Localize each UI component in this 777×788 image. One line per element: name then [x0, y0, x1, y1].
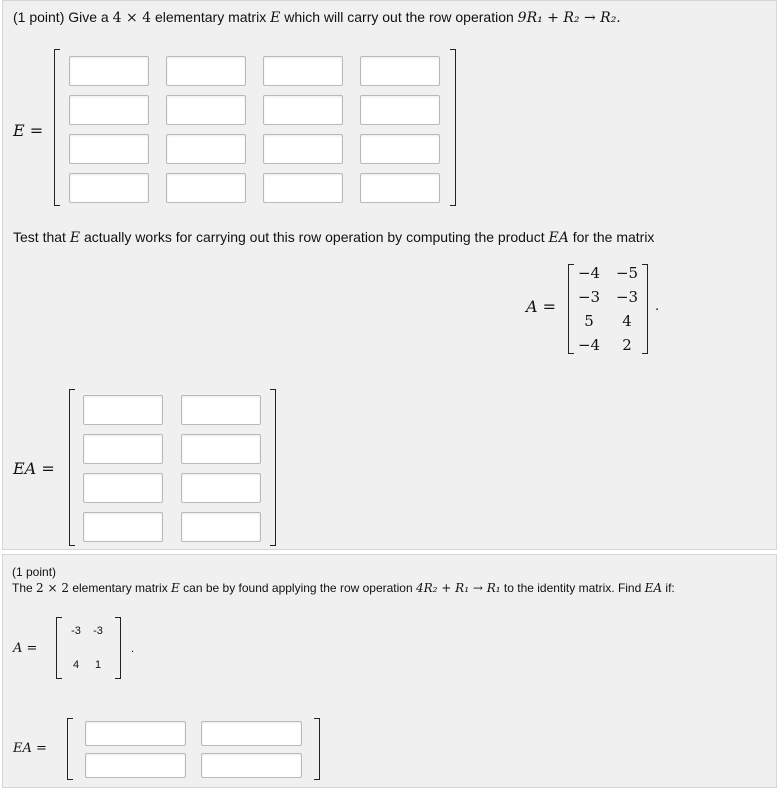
A-entry: −3 [615, 288, 639, 306]
EA-entry-2-1[interactable] [83, 434, 163, 464]
EA-entry-2-2[interactable] [181, 434, 261, 464]
problem-2-question [12, 581, 675, 595]
matrix-symbol-E: E [69, 230, 81, 246]
A-entry: 4 [72, 659, 80, 671]
E-entry-1-1[interactable] [69, 56, 149, 86]
matrix-dimension: 4 × 4 [112, 10, 152, 26]
E-entry-4-1[interactable] [69, 173, 149, 203]
question-text: can be by found applying the row operation [183, 581, 413, 595]
E-entry-2-3[interactable] [263, 95, 343, 125]
matrix-right-bracket [450, 49, 456, 206]
question-text: to the identity matrix. Find [503, 581, 642, 595]
product-symbol-EA: EA [644, 581, 663, 595]
matrix-symbol-E: E [270, 10, 281, 26]
EA-entry-1-1[interactable] [83, 395, 163, 425]
problem-2 [2, 554, 777, 788]
matrix-left-bracket [54, 49, 60, 206]
test-text: for the matrix [572, 229, 655, 245]
question-text: Give a [68, 9, 109, 25]
A-period: . [655, 297, 660, 314]
E-entry-2-4[interactable] [360, 95, 440, 125]
E-entry-2-2[interactable] [166, 95, 246, 125]
A-entry: −5 [615, 264, 639, 282]
question-text: elementary matrix [154, 9, 267, 25]
A-entry: 2 [622, 336, 632, 354]
A-left-bracket [568, 264, 574, 354]
test-text: Test that [13, 229, 66, 245]
E-entry-3-2[interactable] [166, 134, 246, 164]
A-period: . [131, 643, 135, 655]
E-entry-3-4[interactable] [360, 134, 440, 164]
EA-entry-2-2[interactable] [201, 753, 302, 778]
A-entry: -3 [93, 625, 103, 637]
EA-left-bracket [67, 718, 73, 780]
EA-label: EA = [13, 459, 55, 478]
E-entry-4-3[interactable] [263, 173, 343, 203]
row-operation: 4R₂ + R₁ → R₁ [416, 581, 501, 595]
row-operation: 9R₁ + R₂ → R₂. [517, 10, 621, 26]
A-entry: −3 [577, 288, 601, 306]
A-entry: -3 [71, 625, 81, 637]
A-label: A = [13, 641, 38, 656]
EA-right-bracket [314, 718, 320, 780]
EA-entry-3-1[interactable] [83, 473, 163, 503]
EA-right-bracket [270, 389, 276, 546]
A-entry: 1 [94, 659, 102, 671]
EA-entry-4-2[interactable] [181, 512, 261, 542]
A-entry: −4 [577, 264, 601, 282]
A-label: A = [526, 297, 557, 316]
E-entry-3-1[interactable] [69, 134, 149, 164]
points-label: (1 point) [13, 9, 65, 25]
EA-label: EA = [13, 741, 47, 756]
E-label: E = [13, 121, 44, 140]
EA-entry-2-1[interactable] [85, 753, 186, 778]
test-text: actually works for carrying out this row operation by computing the product [83, 229, 545, 245]
A-entry: 4 [622, 312, 632, 330]
matrix-symbol-E: E [171, 581, 180, 595]
E-entry-2-1[interactable] [69, 95, 149, 125]
E-entry-3-3[interactable] [263, 134, 343, 164]
A-right-bracket [642, 264, 648, 354]
A-right-bracket [115, 617, 121, 679]
problem-1-question [13, 9, 621, 26]
EA-entry-4-1[interactable] [83, 512, 163, 542]
question-text: elementary matrix [72, 581, 168, 595]
problem-1 [2, 0, 777, 550]
E-entry-1-3[interactable] [263, 56, 343, 86]
question-text: if: [665, 581, 675, 595]
question-text: The [12, 581, 33, 595]
A-entry: 5 [584, 312, 594, 330]
matrix-dimension: 2 × 2 [36, 581, 69, 595]
EA-entry-3-2[interactable] [181, 473, 261, 503]
EA-entry-1-2[interactable] [181, 395, 261, 425]
E-entry-4-2[interactable] [166, 173, 246, 203]
EA-entry-1-2[interactable] [201, 721, 302, 746]
A-entry: −4 [577, 336, 601, 354]
A-left-bracket [56, 617, 62, 679]
E-entry-4-4[interactable] [360, 173, 440, 203]
E-entry-1-4[interactable] [360, 56, 440, 86]
E-entry-1-2[interactable] [166, 56, 246, 86]
product-symbol-EA: EA [548, 230, 569, 246]
question-text: which will carry out the row operation [284, 9, 514, 25]
EA-left-bracket [69, 389, 75, 546]
EA-entry-1-1[interactable] [85, 721, 186, 746]
test-instruction [13, 229, 654, 246]
points-label: (1 point) [12, 565, 57, 579]
